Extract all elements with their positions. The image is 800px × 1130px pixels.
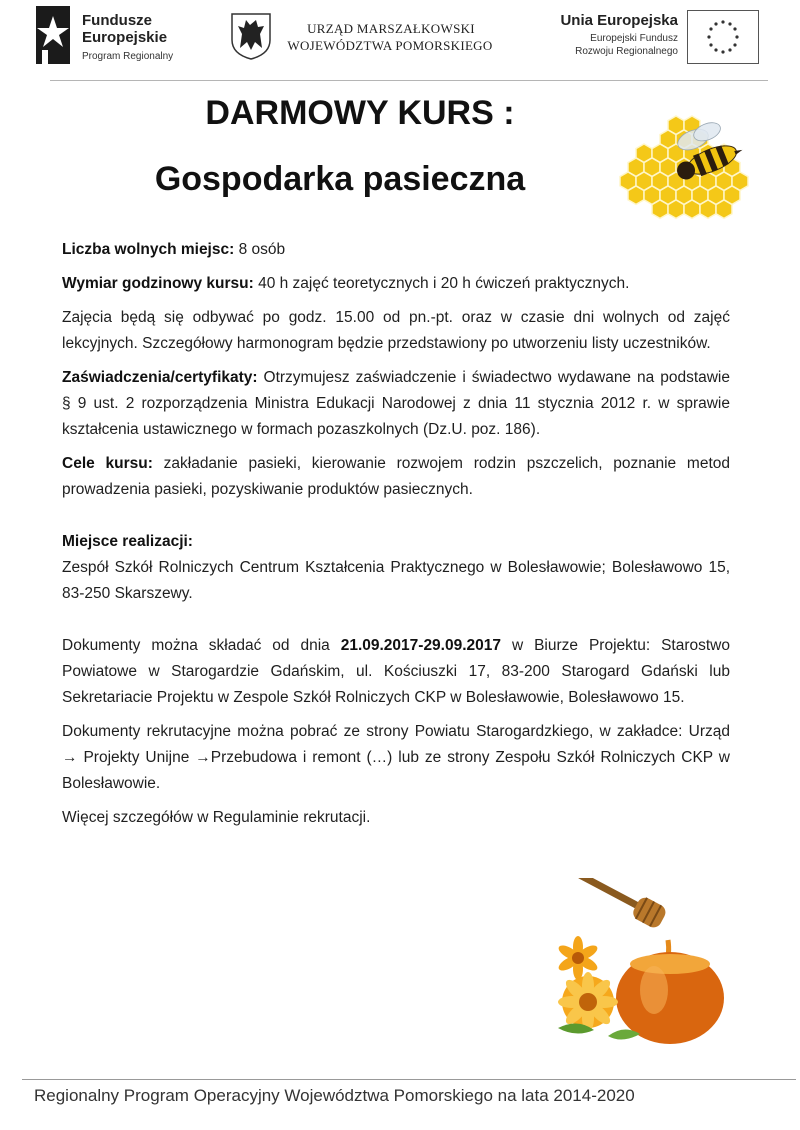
certificates-value: Otrzymujesz zaświadczenie i świadectwo wydawane na podstawie § 9 ust. 2 rozporządzenia Ministra Edukacji Narodowej z dnia 11 stycznia 2012 r. w sprawie kształcenia ustawicznego w formach pozaszkolnych (Dz.U. poz. 186). — [62, 369, 730, 438]
fe-logo-line3: Program Regionalny — [82, 51, 174, 62]
ue-logo-line3: Rozwoju Regionalnego — [575, 46, 678, 57]
documents-dates: 21.09.2017-29.09.2017 — [340, 637, 502, 654]
location-value: Zespół Szkół Rolniczych Centrum Kształcenia Praktycznego w Bolesławowie; Bolesławowo 15, 83-250 Skarszewy. — [62, 559, 730, 602]
page-subtitle: Gospodarka pasieczna — [154, 160, 526, 198]
um-logo-line2: WOJEWÓDZTWA POMORSKIEGO — [287, 38, 493, 53]
page-title: DARMOWY KURS : — [205, 94, 515, 132]
goals-value: zakładanie pasieki, kierowanie rozwojem rodzin pszczelich, poznanie metod prowadzenia pasieki, pozyskiwanie produktów pasiecznych. — [62, 455, 731, 498]
more-info-paragraph: Więcej szczegółów w Regulaminie rekrutacji. — [62, 809, 371, 826]
footer-divider — [22, 1079, 796, 1080]
hours-paragraph — [62, 271, 730, 297]
hours-label: Wymiar godzinowy kursu: — [62, 275, 254, 292]
fe-logo-line1: Fundusze — [82, 12, 152, 29]
certificates-label: Zaświadczenia/certyfikaty: — [62, 369, 258, 386]
goals-paragraph — [62, 451, 730, 503]
fundusze-europejskie-logo — [36, 6, 206, 68]
documents-intro: Dokumenty można składać od dnia — [62, 637, 341, 654]
course-description — [62, 237, 730, 839]
unia-europejska-logo — [548, 8, 763, 68]
fe-logo-line2: Europejskie — [82, 29, 168, 46]
um-logo-line1: URZĄD MARSZAŁKOWSKI — [307, 21, 475, 36]
documents-place: w Biurze Projektu: Starostwo Powiatowe w Starogardzie Gdańskim, ul. Kościuszki 17, 83-200 Starogard Gdański lub Sekretariacie Projektu w Zespole Szkół Rolniczych CKP w Bolesławowie, Bolesławowo 15. — [62, 637, 730, 706]
places-paragraph — [62, 237, 730, 263]
honey-jar-flowers-icon — [548, 878, 738, 1048]
bee-honeycomb-icon — [612, 112, 772, 232]
goals-label: Cele kursu: — [62, 455, 153, 472]
documents-paragraph — [62, 633, 730, 711]
places-value: 8 osób — [234, 241, 286, 258]
download-paragraph: Dokumenty rekrutacyjne można pobrać ze strony Powiatu Starogardzkiego, w zakładce: Urząd → Projekty Unijne →Przebudowa i remont (…) lub ze strony Zespołu Szkół Rolniczych CKP w Bolesławowie. — [62, 723, 730, 792]
footer-text: Regionalny Program Operacyjny Województwa Pomorskiego na lata 2014-2020 — [34, 1086, 635, 1105]
certificates-paragraph — [62, 365, 730, 443]
pomorskie-griffin-crest-icon — [230, 12, 272, 60]
places-label: Liczba wolnych miejsc: — [62, 241, 235, 258]
hours-value: 40 h zajęć teoretycznych i 20 h ćwiczeń praktycznych. — [253, 275, 630, 292]
ue-logo-line2: Europejski Fundusz — [590, 33, 678, 44]
location-paragraph — [62, 529, 730, 607]
ue-logo-line1: Unia Europejska — [560, 12, 678, 29]
header-divider — [50, 80, 768, 81]
schedule-paragraph: Zajęcia będą się odbywać po godz. 15.00 od pn.-pt. oraz w czasie dni wolnych od zajęć lekcyjnych. Szczegółowy harmonogram będzie przedstawiony po utworzeniu listy uczestników. — [62, 309, 730, 352]
location-label: Miejsce realizacji: — [62, 533, 193, 550]
urzad-marszalkowski-logo — [230, 12, 500, 62]
eu-flag-icon — [687, 10, 759, 64]
fe-star-logo-icon — [36, 6, 70, 64]
